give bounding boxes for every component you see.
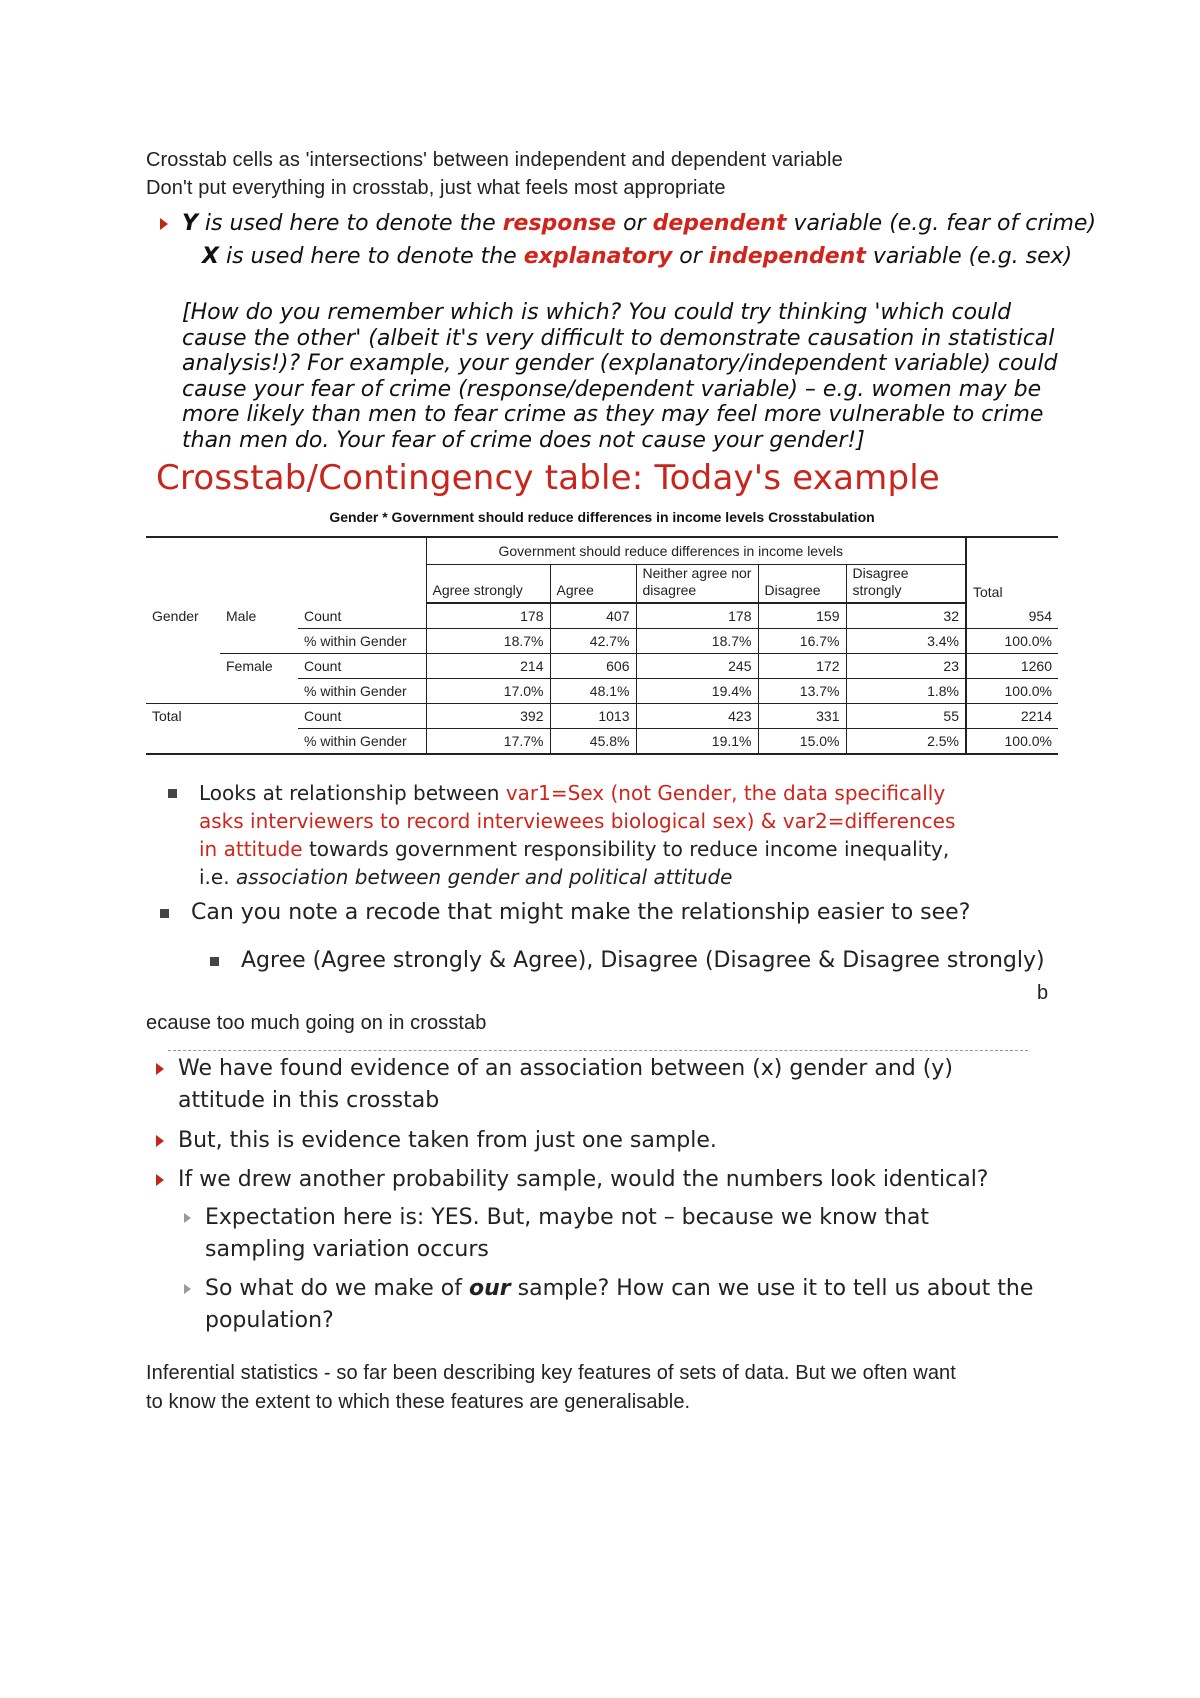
cell: 606 bbox=[550, 654, 636, 679]
cell: 3.4% bbox=[846, 629, 966, 654]
cell: 407 bbox=[550, 603, 636, 629]
sub-arrow-icon bbox=[184, 1213, 191, 1223]
bracket-explanation: [How do you remember which is which? You could try thinking 'which could cause the other' (albeit it's very difficult to demonstrate causation in statistical analysis!)? For example, your gender (explanatory/independent variable) could cause your fear of crime (response/dependent variable) – e.g. women may be more likely than men to fear crime as they may feel more vulnerable to crime than men do. Your fear of crime does not cause your gender!] bbox=[182, 300, 1058, 453]
stat-label: % within Gender bbox=[298, 679, 426, 704]
total-cell: 100.0% bbox=[966, 629, 1058, 654]
looks-bullet: Looks at relationship between var1=Sex (not Gender, the data specifically asks interviewers to record interviewees biological sex) & var2=differences in attitude towards government responsibility to reduce income inequality, i.e. association between gender and political attitude bbox=[168, 779, 1008, 891]
inferential-line-2: to know the extent to which these features are generalisable. bbox=[146, 1391, 691, 1413]
arrow-bullet-3: If we drew another probability sample, would the numbers look identical? bbox=[156, 1164, 1038, 1196]
square-bullet-icon bbox=[210, 957, 219, 966]
recode-question: Can you note a recode that might make the relationship easier to see? bbox=[160, 900, 970, 925]
cell: 48.1% bbox=[550, 679, 636, 704]
total-cell: 1260 bbox=[966, 654, 1058, 679]
cell: 178 bbox=[426, 603, 550, 629]
cell: 245 bbox=[636, 654, 758, 679]
cell: 2.5% bbox=[846, 729, 966, 755]
inferential-line-1: Inferential statistics - so far been describing key features of sets of data. But we often want bbox=[146, 1362, 956, 1384]
cell: 17.0% bbox=[426, 679, 550, 704]
total-header: Total bbox=[966, 537, 1058, 603]
cell: 45.8% bbox=[550, 729, 636, 755]
cell: 15.0% bbox=[758, 729, 846, 755]
total-cell: 100.0% bbox=[966, 729, 1058, 755]
cell: 32 bbox=[846, 603, 966, 629]
crosstab-table bbox=[146, 536, 1058, 755]
col-header: Neither agree nor disagree bbox=[636, 565, 758, 604]
total-cell: 100.0% bbox=[966, 679, 1058, 704]
col-header: Disagree strongly bbox=[846, 565, 966, 604]
arrow-bullet-1: We have found evidence of an association between (x) gender and (y) attitude in this crosstab bbox=[156, 1053, 1038, 1117]
square-bullet-icon bbox=[168, 789, 177, 798]
cell: 214 bbox=[426, 654, 550, 679]
bullet-arrow-icon bbox=[156, 1135, 164, 1147]
bullet-arrow-icon bbox=[160, 218, 168, 230]
cell: 1.8% bbox=[846, 679, 966, 704]
cell: 19.4% bbox=[636, 679, 758, 704]
cell: 23 bbox=[846, 654, 966, 679]
group-label: Male bbox=[226, 607, 257, 624]
cell: 18.7% bbox=[426, 629, 550, 654]
total-label: Total bbox=[146, 704, 220, 729]
y-definition: Y is used here to denote the response or dependent variable (e.g. fear of crime) bbox=[180, 211, 1096, 236]
group-label: Female bbox=[220, 654, 298, 679]
corner-cell bbox=[146, 537, 426, 603]
because-note: ecause too much going on in crosstab bbox=[146, 1012, 487, 1034]
cell: 331 bbox=[758, 704, 846, 729]
cell: 423 bbox=[636, 704, 758, 729]
slide-title: Crosstab/Contingency table: Today's example bbox=[156, 458, 941, 498]
cell: 16.7% bbox=[758, 629, 846, 654]
sub-bullet-1: Expectation here is: YES. But, maybe not – because we know that sampling variation occurs bbox=[184, 1202, 1035, 1266]
stat-label: Count bbox=[298, 654, 426, 679]
cell: 18.7% bbox=[636, 629, 758, 654]
cell: 159 bbox=[758, 603, 846, 629]
sub-bullet-2: So what do we make of our sample? How can we use it to tell us about the population? bbox=[184, 1273, 1035, 1337]
cell: 178 bbox=[636, 603, 758, 629]
note-line-1: Crosstab cells as 'intersections' between independent and dependent variable bbox=[146, 149, 843, 171]
col-header: Agree bbox=[550, 565, 636, 604]
arrow-bullet-2: But, this is evidence taken from just one sample. bbox=[156, 1125, 1038, 1157]
cell: 392 bbox=[426, 704, 550, 729]
cell: 17.7% bbox=[426, 729, 550, 755]
stat-label: % within Gender bbox=[298, 729, 426, 755]
orphan-b: b bbox=[1037, 982, 1049, 1004]
stat-label: Count bbox=[298, 603, 426, 629]
cell: 19.1% bbox=[636, 729, 758, 755]
x-definition: X is used here to denote the explanatory or independent variable (e.g. sex) bbox=[202, 244, 1073, 269]
col-header: Disagree bbox=[758, 565, 846, 604]
total-cell: 954 bbox=[966, 603, 1058, 629]
cell: 1013 bbox=[550, 704, 636, 729]
bullet-arrow-icon bbox=[156, 1174, 164, 1186]
dashed-divider bbox=[168, 1050, 1028, 1051]
cell: 42.7% bbox=[550, 629, 636, 654]
gender-label: Gender bbox=[152, 607, 199, 624]
bullet-arrow-icon bbox=[156, 1063, 164, 1075]
square-bullet-icon bbox=[160, 909, 169, 918]
cell: 13.7% bbox=[758, 679, 846, 704]
recode-answer: Agree (Agree strongly & Agree), Disagree (Disagree & Disagree strongly) bbox=[210, 948, 1045, 973]
stat-label: % within Gender bbox=[298, 629, 426, 654]
sub-arrow-icon bbox=[184, 1284, 191, 1294]
col-header: Agree strongly bbox=[426, 565, 550, 604]
note-line-2: Don't put everything in crosstab, just what feels most appropriate bbox=[146, 177, 726, 199]
stat-label: Count bbox=[298, 704, 426, 729]
cell: 55 bbox=[846, 704, 966, 729]
span-header: Government should reduce differences in income levels bbox=[426, 537, 966, 565]
cell: 172 bbox=[758, 654, 846, 679]
total-cell: 2214 bbox=[966, 704, 1058, 729]
table-title: Gender * Government should reduce differences in income levels Crosstabulation bbox=[329, 509, 875, 525]
